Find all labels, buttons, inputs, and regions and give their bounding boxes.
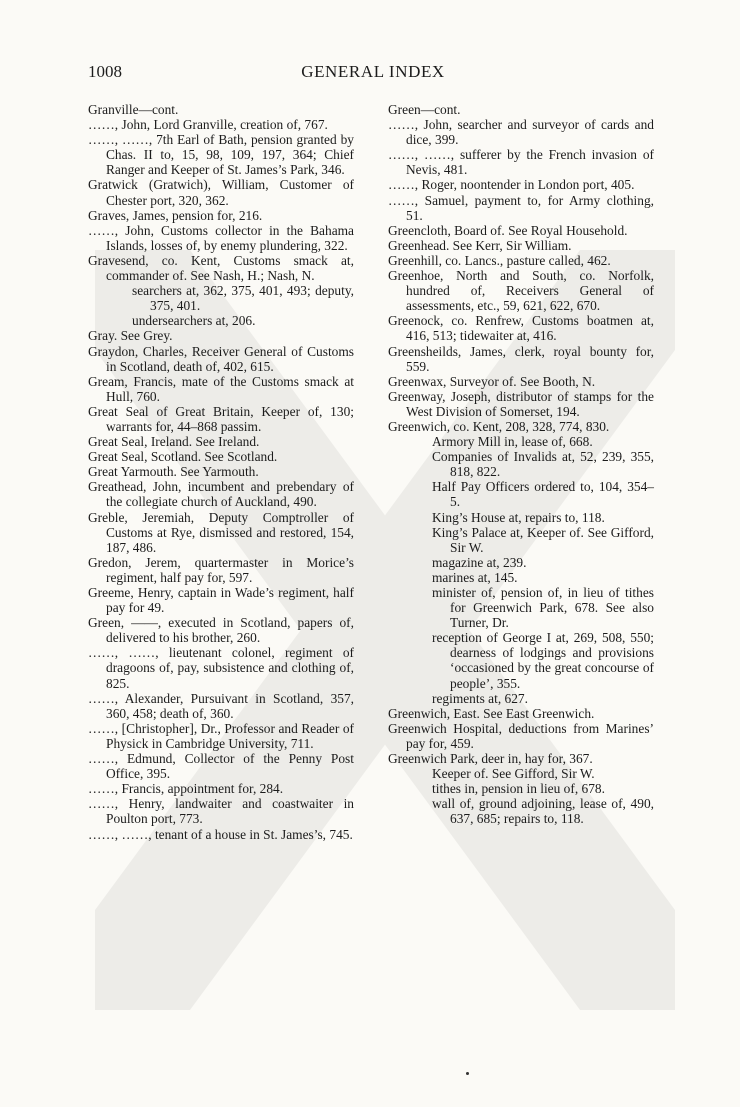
index-entry: Graydon, Charles, Receiver General of Customs in Scotland, death of, 402, 615. (88, 343, 354, 374)
index-entry: Greenwax, Surveyor of. See Booth, N. (388, 373, 596, 389)
running-title: GENERAL INDEX (301, 62, 445, 81)
index-entry: ……, Alexander, Pursuivant in Scotland, 357, 360, 458; death of, 360. (88, 690, 354, 721)
index-entry: ……, John, Customs collector in the Bahama Islands, losses of, by enemy plundering, 322. (88, 222, 354, 253)
index-entry: ……, Francis, appointment for, 284. (88, 781, 284, 797)
index-entry: ……, ……, sufferer by the French invasion of Nevis, 481. (388, 147, 654, 178)
index-entry: ……, Roger, noontender in London port, 405. (388, 177, 635, 193)
index-entry: Gravesend, co. Kent, Customs smack at, commander of. See Nash, H.; Nash, N. (88, 252, 354, 284)
index-entry: Greensheilds, James, clerk, royal bounty for, 559. (388, 343, 654, 374)
index-entry: Great Yarmouth. See Yarmouth. (88, 464, 259, 480)
index-entry: ……, [Christopher], Dr., Professor and Reader of Physick in Cambridge University, 711. (88, 720, 354, 751)
index-entry: ……, John, Lord Granville, creation of, 767. (88, 117, 328, 133)
index-subentry: undersearchers at, 206. (132, 313, 256, 329)
index-entry: ……, Edmund, Collector of the Penny Post Office, 395. (88, 751, 354, 782)
index-entry: Gratwick (Gratwich), William, Customer of Chester port, 320, 362. (88, 177, 354, 208)
index-entry: Greenwich Hospital, deductions from Marines’ pay for, 459. (388, 720, 654, 751)
index-entry: Great Seal, Scotland. See Scotland. (88, 449, 278, 465)
index-entry: Greenway, Joseph, distributor of stamps for the West Division of Somerset, 194. (388, 388, 654, 419)
index-entry: Gream, Francis, mate of the Customs smack at Hull, 760. (88, 373, 354, 404)
index-subentry: reception of George I at, 269, 508, 550; dearness of lodgings and provisions ‘occasioned by the great concourse of people’, 355. (432, 630, 654, 691)
index-entry: Greenwich Park, deer in, hay for, 367. (388, 751, 593, 767)
index-subentry: Armory Mill in, lease of, 668. (432, 434, 593, 450)
index-entry: Greenwich, East. See East Greenwich. (388, 705, 595, 721)
index-entry: ……, Henry, landwaiter and coastwaiter in Poulton port, 773. (88, 796, 354, 827)
index-entry: Gredon, Jerem, quartermaster in Morice’s regiment, half pay for, 597. (88, 554, 354, 585)
index-entry: Greathead, John, incumbent and prebendary of the collegiate church of Auckland, 490. (88, 479, 354, 510)
index-subentry: magazine at, 239. (432, 554, 527, 570)
index-subentry: tithes in, pension in lieu of, 678. (432, 781, 605, 797)
index-entry: Green—cont. (388, 102, 461, 117)
index-entry: Granville—cont. (88, 102, 179, 117)
index-entry: Greble, Jeremiah, Deputy Comptroller of Customs at Rye, dismissed and restored, 154, 187, 486. (88, 509, 354, 555)
index-subentry: Half Pay Officers ordered to, 104, 354–5. (432, 479, 654, 510)
index-subentry: King’s Palace at, Keeper of. See Gifford, Sir W. (432, 524, 654, 555)
index-entry: Greeme, Henry, captain in Wade’s regiment, half pay for 49. (88, 585, 354, 616)
page-header (88, 62, 658, 86)
page-number: 1008 (88, 62, 122, 81)
index-subentry: wall of, ground adjoining, lease of, 490, 637, 685; repairs to, 118. (432, 796, 654, 827)
left-index-column (88, 102, 354, 842)
index-subentry: marines at, 145. (432, 569, 518, 585)
index-subentry: minister of, pension of, in lieu of tithes for Greenwich Park, 678. See also Turner, Dr. (432, 585, 654, 631)
index-entry: Greenock, co. Renfrew, Customs boatmen at, 416, 513; tidewaiter at, 416. (388, 313, 654, 344)
index-subentry: searchers at, 362, 375, 401, 493; deputy, 375, 401. (132, 283, 354, 314)
index-entry: ……, ……, 7th Earl of Bath, pension granted by Chas. II to, 15, 98, 109, 197, 364; Chief Ranger and Keeper of St. James’s Park, 346. (88, 132, 354, 178)
index-subentry: King’s House at, repairs to, 118. (432, 509, 605, 525)
index-entry: Gray. See Grey. (88, 328, 173, 344)
index-entry: Great Seal, Ireland. See Ireland. (88, 434, 260, 450)
index-entry: ……, John, searcher and surveyor of cards and dice, 399. (388, 117, 654, 148)
index-entry: Greencloth, Board of. See Royal Household. (388, 222, 628, 238)
footer-dot (466, 1072, 469, 1075)
index-subentry: Keeper of. See Gifford, Sir W. (432, 766, 595, 782)
index-entry: Green, ——, executed in Scotland, papers of, delivered to his brother, 260. (88, 615, 354, 646)
right-index-column (388, 102, 654, 827)
index-subentry: regiments at, 627. (432, 690, 528, 706)
index-entry: Graves, James, pension for, 216. (88, 207, 263, 223)
index-entry: Greenwich, co. Kent, 208, 328, 774, 830. (388, 418, 610, 434)
index-entry: ……, ……, lieutenant colonel, regiment of dragoons of, pay, subsistence and clothing of, 825. (88, 645, 354, 691)
index-entry: ……, Samuel, payment to, for Army clothing, 51. (388, 192, 654, 223)
index-entry: Greenhill, co. Lancs., pasture called, 462. (388, 252, 611, 268)
index-entry: Greenhead. See Kerr, Sir William. (388, 237, 572, 253)
index-entry: Great Seal of Great Britain, Keeper of, 130; warrants for, 44–868 passim. (88, 403, 354, 434)
index-entry: Greenhoe, North and South, co. Norfolk, hundred of, Receivers General of assessments, etc., 59, 621, 622, 670. (388, 268, 654, 314)
index-entry: ……, ……, tenant of a house in St. James’s, 745. (88, 826, 353, 842)
index-subentry: Companies of Invalids at, 52, 239, 355, 818, 822. (432, 449, 654, 480)
